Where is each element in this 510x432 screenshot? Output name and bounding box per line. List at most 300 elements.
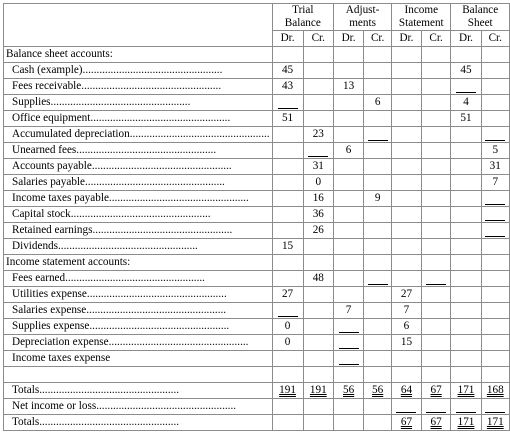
table-row bbox=[4, 303, 510, 319]
amount-cell bbox=[364, 271, 392, 287]
amount-value: 0 bbox=[284, 320, 291, 332]
amount-cell bbox=[451, 223, 481, 239]
table-row bbox=[4, 63, 510, 79]
account-label bbox=[4, 143, 273, 159]
amount-cell bbox=[272, 271, 303, 287]
amount-cell bbox=[481, 303, 509, 319]
amount-cell bbox=[421, 47, 451, 63]
amount-cell bbox=[303, 223, 334, 239]
amount-cell bbox=[334, 367, 364, 383]
account-name: Fees earned bbox=[12, 272, 66, 284]
amount-cell bbox=[481, 95, 509, 111]
amount-cell bbox=[392, 223, 422, 239]
amount-cell bbox=[421, 367, 451, 383]
account-label bbox=[4, 191, 273, 207]
account-name: Accounts payable bbox=[12, 160, 92, 172]
amount-value: 191 bbox=[309, 384, 327, 396]
blank-cell bbox=[4, 367, 273, 383]
amount-cell bbox=[481, 383, 509, 399]
amount-cell bbox=[451, 367, 481, 383]
amount-cell bbox=[364, 351, 392, 367]
blank-underline bbox=[485, 193, 505, 205]
amount-cell bbox=[421, 351, 451, 367]
amount-value: 0 bbox=[315, 176, 322, 188]
dr-header: Dr. bbox=[451, 31, 481, 47]
amount-cell bbox=[364, 191, 392, 207]
amount-cell bbox=[481, 175, 509, 191]
amount-cell bbox=[303, 367, 334, 383]
amount-cell bbox=[303, 255, 334, 271]
header-trial-balance bbox=[272, 4, 333, 18]
amount-value: 9 bbox=[374, 192, 381, 204]
amount-value: 56 bbox=[372, 384, 384, 396]
amount-cell bbox=[392, 191, 422, 207]
amount-cell bbox=[421, 239, 451, 255]
table-row bbox=[4, 159, 510, 175]
amount-cell bbox=[392, 127, 422, 143]
dr-header: Dr. bbox=[334, 31, 364, 47]
amount-cell bbox=[421, 143, 451, 159]
leader-dots: .................................................. bbox=[76, 144, 217, 156]
amount-cell bbox=[481, 63, 509, 79]
amount-value: 6 bbox=[345, 144, 352, 156]
table-row bbox=[4, 367, 510, 383]
amount-value: 6 bbox=[403, 320, 410, 332]
amount-value: 67 bbox=[400, 416, 413, 428]
amount-cell bbox=[392, 79, 422, 95]
amount-cell bbox=[272, 79, 303, 95]
amount-cell bbox=[334, 159, 364, 175]
amount-value: 171 bbox=[457, 416, 475, 428]
table-row bbox=[4, 335, 510, 351]
amount-cell bbox=[303, 335, 334, 351]
account-label bbox=[4, 383, 273, 399]
leader-dots: .................................................. bbox=[39, 416, 180, 428]
blank-underline bbox=[485, 401, 505, 413]
amount-cell bbox=[481, 159, 509, 175]
header-bal-line1: Balance bbox=[462, 4, 499, 16]
amount-cell bbox=[481, 319, 509, 335]
amount-cell bbox=[481, 47, 509, 63]
blank-underline bbox=[426, 401, 446, 413]
amount-cell bbox=[303, 159, 334, 175]
amount-value: 27 bbox=[281, 288, 294, 300]
account-label bbox=[4, 319, 273, 335]
amount-cell bbox=[334, 79, 364, 95]
amount-cell bbox=[303, 143, 334, 159]
amount-cell bbox=[421, 383, 451, 399]
account-name: Fees receivable bbox=[12, 80, 82, 92]
amount-cell bbox=[392, 287, 422, 303]
table-row bbox=[4, 191, 510, 207]
amount-cell bbox=[481, 335, 509, 351]
account-label bbox=[4, 159, 273, 175]
amount-cell bbox=[421, 335, 451, 351]
amount-value: 67 bbox=[430, 384, 442, 396]
amount-cell bbox=[364, 175, 392, 191]
amount-cell bbox=[334, 335, 364, 351]
account-label bbox=[4, 351, 273, 367]
amount-cell bbox=[303, 287, 334, 303]
table-row bbox=[4, 287, 510, 303]
amount-cell bbox=[334, 383, 364, 399]
amount-cell bbox=[334, 127, 364, 143]
account-label bbox=[4, 239, 273, 255]
amount-cell bbox=[451, 79, 481, 95]
amount-cell bbox=[392, 319, 422, 335]
amount-cell bbox=[481, 79, 509, 95]
amount-value: 15 bbox=[400, 336, 413, 348]
amount-cell bbox=[364, 303, 392, 319]
amount-value: 43 bbox=[281, 80, 294, 92]
amount-cell bbox=[334, 207, 364, 223]
header-income-statement bbox=[392, 4, 451, 18]
table-row bbox=[4, 111, 510, 127]
leader-dots: .................................................. bbox=[70, 208, 211, 220]
account-label bbox=[4, 287, 273, 303]
table-row bbox=[4, 223, 510, 239]
account-label bbox=[4, 95, 273, 111]
amount-cell bbox=[451, 351, 481, 367]
amount-cell bbox=[392, 239, 422, 255]
account-name: Utilities expense bbox=[12, 288, 87, 300]
amount-cell bbox=[392, 255, 422, 271]
amount-value: 23 bbox=[312, 128, 324, 140]
amount-cell bbox=[272, 127, 303, 143]
amount-value: 7 bbox=[345, 304, 352, 316]
amount-cell bbox=[421, 255, 451, 271]
leader-dots: .................................................. bbox=[108, 192, 249, 204]
blank-underline bbox=[368, 273, 388, 285]
account-label bbox=[4, 127, 273, 143]
amount-cell bbox=[481, 367, 509, 383]
amount-cell bbox=[421, 127, 451, 143]
account-name: Income taxes expense bbox=[12, 352, 111, 364]
amount-cell bbox=[334, 303, 364, 319]
amount-cell bbox=[421, 95, 451, 111]
amount-cell bbox=[392, 415, 422, 431]
amount-cell bbox=[392, 159, 422, 175]
amount-cell bbox=[272, 143, 303, 159]
account-name: Totals bbox=[12, 384, 40, 396]
amount-cell bbox=[364, 159, 392, 175]
leader-dots: .................................................. bbox=[91, 160, 232, 172]
amount-cell bbox=[481, 207, 509, 223]
amount-cell bbox=[303, 63, 334, 79]
leader-dots: .................................................. bbox=[50, 96, 191, 108]
header-inc-line2-cell bbox=[392, 17, 451, 31]
amount-cell bbox=[451, 239, 481, 255]
amount-cell bbox=[303, 351, 334, 367]
amount-cell bbox=[364, 95, 392, 111]
account-name: Totals bbox=[12, 416, 40, 428]
amount-cell bbox=[272, 191, 303, 207]
amount-cell bbox=[364, 79, 392, 95]
amount-cell bbox=[334, 143, 364, 159]
amount-value: 67 bbox=[430, 416, 442, 428]
amount-cell bbox=[334, 287, 364, 303]
amount-value: 51 bbox=[460, 112, 472, 124]
amount-cell bbox=[364, 319, 392, 335]
account-label bbox=[4, 271, 273, 287]
amount-cell bbox=[421, 207, 451, 223]
table-row bbox=[4, 175, 510, 191]
amount-cell bbox=[303, 79, 334, 95]
amount-cell bbox=[303, 383, 334, 399]
amount-cell bbox=[272, 175, 303, 191]
amount-cell bbox=[364, 367, 392, 383]
account-name: Net income or loss bbox=[12, 400, 97, 412]
amount-cell bbox=[421, 399, 451, 415]
leader-dots: .................................................. bbox=[92, 224, 233, 236]
account-label bbox=[4, 79, 273, 95]
amount-value: 48 bbox=[312, 272, 324, 284]
leader-dots: .................................................. bbox=[81, 80, 222, 92]
leader-dots: .................................................. bbox=[86, 304, 227, 316]
amount-value: 64 bbox=[400, 384, 413, 396]
amount-cell bbox=[334, 47, 364, 63]
blank-underline bbox=[278, 305, 298, 317]
amount-cell bbox=[392, 207, 422, 223]
table-row bbox=[4, 79, 510, 95]
amount-cell bbox=[421, 111, 451, 127]
amount-value: 51 bbox=[281, 112, 294, 124]
amount-cell bbox=[451, 335, 481, 351]
amount-cell bbox=[334, 399, 364, 415]
amount-value: 191 bbox=[279, 384, 296, 396]
amount-cell bbox=[272, 303, 303, 319]
leader-dots: .................................................. bbox=[129, 128, 270, 140]
section-label: Balance sheet accounts: bbox=[4, 47, 273, 63]
leader-dots: .................................................. bbox=[58, 240, 198, 252]
amount-cell bbox=[421, 175, 451, 191]
amount-value: 13 bbox=[343, 80, 355, 92]
amount-cell bbox=[272, 383, 303, 399]
amount-cell bbox=[481, 287, 509, 303]
amount-value: 0 bbox=[284, 336, 291, 348]
amount-cell bbox=[272, 415, 303, 431]
amount-cell bbox=[334, 223, 364, 239]
amount-cell bbox=[334, 415, 364, 431]
amount-value: 4 bbox=[463, 96, 469, 108]
amount-value: 45 bbox=[460, 64, 472, 76]
amount-cell bbox=[421, 287, 451, 303]
amount-cell bbox=[303, 47, 334, 63]
amount-cell bbox=[303, 319, 334, 335]
amount-cell bbox=[451, 255, 481, 271]
amount-cell bbox=[272, 399, 303, 415]
cr-header: Cr. bbox=[421, 31, 451, 47]
blank-underline bbox=[339, 353, 359, 365]
amount-cell bbox=[421, 63, 451, 79]
header-adj-line1: Adjust- bbox=[345, 4, 380, 16]
leader-dots: .................................................. bbox=[108, 336, 249, 348]
header-inc-line1: Income bbox=[404, 4, 439, 16]
table-row bbox=[4, 399, 510, 415]
amount-cell bbox=[451, 287, 481, 303]
amount-cell bbox=[364, 383, 392, 399]
amount-cell bbox=[364, 335, 392, 351]
worksheet-table bbox=[3, 3, 510, 431]
amount-cell bbox=[421, 159, 451, 175]
table-row bbox=[4, 239, 510, 255]
amount-cell bbox=[451, 47, 481, 63]
account-label bbox=[4, 63, 273, 79]
header-trial-line2: Balance bbox=[284, 17, 321, 29]
account-label bbox=[4, 207, 273, 223]
blank-underline bbox=[485, 209, 505, 221]
amount-cell bbox=[364, 223, 392, 239]
amount-cell bbox=[451, 63, 481, 79]
header-trial-line2-cell bbox=[272, 17, 333, 31]
amount-cell bbox=[272, 335, 303, 351]
amount-cell bbox=[334, 175, 364, 191]
amount-cell bbox=[451, 303, 481, 319]
table-row bbox=[4, 95, 510, 111]
leader-dots: .................................................. bbox=[65, 272, 205, 284]
amount-cell bbox=[303, 95, 334, 111]
account-name: Accumulated depreciation bbox=[12, 128, 130, 140]
leader-dots: .................................................. bbox=[96, 400, 237, 412]
account-label bbox=[4, 335, 273, 351]
table-row bbox=[4, 207, 510, 223]
amount-value: 15 bbox=[281, 240, 294, 252]
amount-value: 31 bbox=[489, 160, 501, 172]
amount-cell bbox=[334, 239, 364, 255]
amount-cell bbox=[451, 319, 481, 335]
amount-cell bbox=[303, 191, 334, 207]
amount-cell bbox=[272, 255, 303, 271]
account-name: Retained earnings bbox=[12, 224, 93, 236]
amount-cell bbox=[272, 287, 303, 303]
amount-value: 7 bbox=[492, 176, 499, 188]
leader-dots: .................................................. bbox=[89, 320, 230, 332]
header-balance-sheet bbox=[451, 4, 510, 18]
amount-cell bbox=[272, 63, 303, 79]
blank-underline bbox=[308, 145, 328, 157]
amount-cell bbox=[392, 367, 422, 383]
amount-value: 171 bbox=[486, 416, 504, 428]
account-label bbox=[4, 399, 273, 415]
amount-cell bbox=[392, 399, 422, 415]
amount-cell bbox=[303, 399, 334, 415]
amount-cell bbox=[334, 271, 364, 287]
amount-cell bbox=[364, 127, 392, 143]
amount-cell bbox=[334, 111, 364, 127]
account-name: Unearned fees bbox=[12, 144, 77, 156]
amount-cell bbox=[421, 303, 451, 319]
blank-underline bbox=[368, 129, 388, 141]
account-label bbox=[4, 223, 273, 239]
amount-cell bbox=[272, 367, 303, 383]
amount-cell bbox=[392, 351, 422, 367]
blank-underline bbox=[339, 321, 359, 333]
amount-cell bbox=[451, 207, 481, 223]
account-name: Dividends bbox=[12, 240, 58, 252]
amount-value: 7 bbox=[403, 304, 410, 316]
amount-cell bbox=[392, 63, 422, 79]
amount-cell bbox=[364, 207, 392, 223]
amount-cell bbox=[421, 79, 451, 95]
amount-cell bbox=[364, 63, 392, 79]
amount-value: 16 bbox=[312, 192, 324, 204]
amount-value: 45 bbox=[281, 64, 294, 76]
amount-cell bbox=[451, 271, 481, 287]
amount-cell bbox=[421, 191, 451, 207]
header-adj-line2-cell bbox=[334, 17, 392, 31]
amount-cell bbox=[334, 63, 364, 79]
amount-cell bbox=[303, 175, 334, 191]
section-row bbox=[4, 47, 510, 63]
amount-cell bbox=[364, 255, 392, 271]
account-name: Income taxes payable bbox=[12, 192, 109, 204]
amount-cell bbox=[392, 143, 422, 159]
amount-value: 56 bbox=[343, 384, 355, 396]
table-row bbox=[4, 319, 510, 335]
amount-cell bbox=[364, 111, 392, 127]
amount-cell bbox=[303, 207, 334, 223]
amount-cell bbox=[272, 351, 303, 367]
amount-cell bbox=[421, 223, 451, 239]
account-label bbox=[4, 415, 273, 431]
table-row bbox=[4, 383, 510, 399]
amount-cell bbox=[272, 223, 303, 239]
amount-cell bbox=[392, 271, 422, 287]
amount-value: 171 bbox=[457, 384, 475, 396]
account-label bbox=[4, 111, 273, 127]
amount-cell bbox=[392, 111, 422, 127]
account-name: Salaries payable bbox=[12, 176, 85, 188]
amount-cell bbox=[481, 255, 509, 271]
account-name: Cash (example) bbox=[12, 64, 83, 76]
blank-underline bbox=[456, 401, 476, 413]
amount-cell bbox=[481, 143, 509, 159]
amount-cell bbox=[334, 351, 364, 367]
cr-header: Cr. bbox=[303, 31, 334, 47]
amount-cell bbox=[272, 207, 303, 223]
account-label bbox=[4, 303, 273, 319]
amount-cell bbox=[481, 111, 509, 127]
amount-cell bbox=[392, 335, 422, 351]
blank-underline bbox=[485, 225, 505, 237]
amount-cell bbox=[451, 383, 481, 399]
account-name: Depreciation expense bbox=[12, 336, 109, 348]
amount-cell bbox=[392, 383, 422, 399]
leader-dots: .................................................. bbox=[85, 176, 225, 188]
leader-dots: .................................................. bbox=[82, 64, 223, 76]
amount-value: 5 bbox=[492, 144, 499, 156]
amount-cell bbox=[303, 127, 334, 143]
amount-cell bbox=[481, 351, 509, 367]
header-bal-line2-cell bbox=[451, 17, 510, 31]
leader-dots: .................................................. bbox=[90, 112, 231, 124]
amount-cell bbox=[392, 303, 422, 319]
amount-cell bbox=[451, 399, 481, 415]
section-label: Income statement accounts: bbox=[4, 255, 273, 271]
amount-value: 26 bbox=[312, 224, 324, 236]
amount-cell bbox=[392, 175, 422, 191]
account-name: Capital stock bbox=[12, 208, 71, 220]
amount-cell bbox=[481, 223, 509, 239]
dr-header: Dr. bbox=[272, 31, 303, 47]
amount-cell bbox=[364, 287, 392, 303]
amount-cell bbox=[272, 319, 303, 335]
section-row bbox=[4, 255, 510, 271]
blank-underline bbox=[456, 81, 476, 93]
amount-cell bbox=[272, 47, 303, 63]
amount-cell bbox=[481, 191, 509, 207]
amount-cell bbox=[334, 191, 364, 207]
